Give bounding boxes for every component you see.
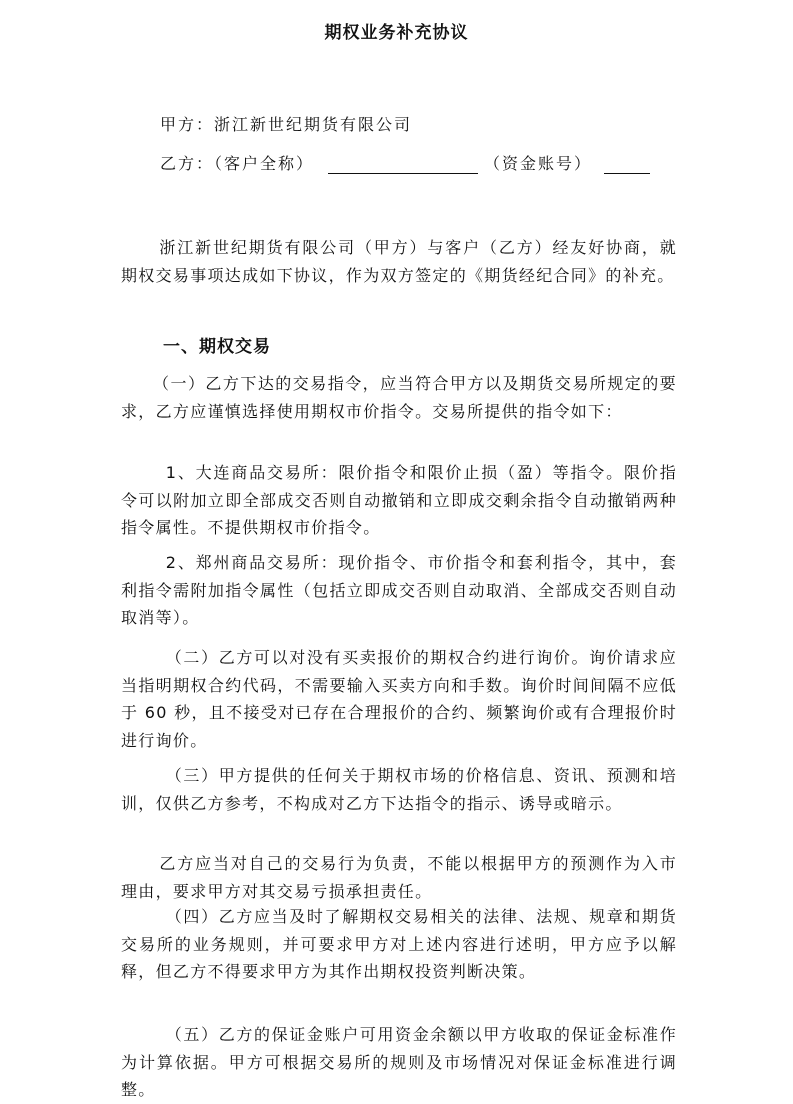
clause-1-item-2: 2、郑州商品交易所：现价指令、市价指令和套利指令，其中，套利指令需附加指令属性（包括立即成交否则自动取消、全部成交否则自动取消等）。	[121, 553, 677, 627]
client-name-blank	[328, 155, 478, 174]
clause-3-supplement: 乙方应当对自己的交易行为负责，不能以根据甲方的预测作为入市理由，要求甲方对其交易亏损承担责任。	[121, 854, 677, 901]
account-number-blank	[604, 155, 650, 174]
clause-4-paragraph: （四）乙方应当及时了解期权交易相关的法律、法规、规章和期货交易所的业务规则，并可要求甲方对上述内容进行述明，甲方应予以解释，但乙方不得要求甲方为其作出期权投资判断决策。	[121, 907, 677, 981]
intro-paragraph: 浙江新世纪期货有限公司（甲方）与客户（乙方）经友好协商，就期权交易事项达成如下协议，作为双方签定的《期货经纪合同》的补充。	[121, 238, 677, 285]
party-a-line: 甲方：浙江新世纪期货有限公司	[160, 115, 413, 134]
account-label: （资金账号）	[484, 154, 593, 173]
clause-3-paragraph: （三）甲方提供的任何关于期权市场的价格信息、资讯、预测和培训，仅供乙方参考，不构成对乙方下达指令的指示、诱导或暗示。	[121, 766, 677, 813]
section-heading-options-trading: 一、期权交易	[163, 337, 271, 357]
document-title: 期权业务补充协议	[324, 23, 469, 43]
clause-2-paragraph: （二）乙方可以对没有买卖报价的期权合约进行询价。询价请求应当指明期权合约代码，不需要输入买卖方向和手数。询价时间间隔不应低于 60 秒，且不接受对已存在合理报价的合约、频繁询价或有合理报价时进行询价。	[121, 648, 677, 750]
party-b-line	[160, 151, 650, 174]
clause-1-item-1: 1、大连商品交易所：限价指令和限价止损（盈）等指令。限价指令可以附加立即全部成交否则自动撤销和立即成交剩余指令自动撤销两种指令属性。不提供期权市价指令。	[121, 463, 677, 537]
clause-5-paragraph: （五）乙方的保证金账户可用资金余额以甲方收取的保证金标准作为计算依据。甲方可根据交易所的规则及市场情况对保证金标准进行调整。	[121, 1025, 677, 1099]
clause-1-paragraph: （一）乙方下达的交易指令，应当符合甲方以及期货交易所规定的要求，乙方应谨慎选择使用期权市价指令。交易所提供的指令如下：	[121, 374, 677, 421]
party-b-label: 乙方：（客户全称）	[160, 154, 315, 173]
